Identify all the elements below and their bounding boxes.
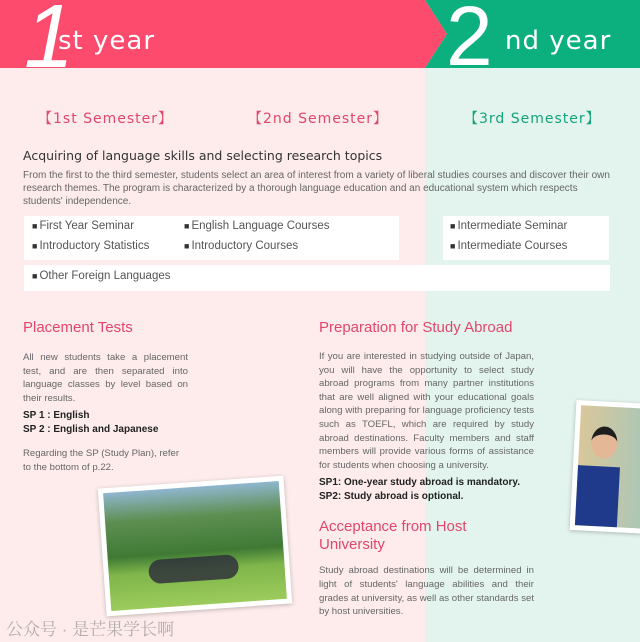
course-item: ■ Other Foreign Languages — [32, 270, 171, 282]
study-abroad-section — [319, 319, 534, 619]
acceptance-title: Acceptance from Host University — [319, 518, 467, 554]
placement-note: Regarding the SP (Study Plan), refer to the bottom of p.22. — [23, 448, 180, 473]
all-years-courses-box — [24, 265, 610, 291]
semester-3-heading: 【3rd Semester】 — [464, 111, 601, 127]
course-item: ■ Introductory Statistics — [32, 240, 149, 252]
students-on-lawn-photo — [98, 476, 292, 617]
semester-2-heading: 【2nd Semester】 — [248, 111, 389, 127]
placement-sp2: SP 2 : English and Japanese — [23, 424, 159, 436]
course-item: ■ Intermediate Seminar — [450, 220, 567, 232]
course-item: ■ Intermediate Courses — [450, 240, 567, 252]
course-item: ■ First Year Seminar — [32, 220, 134, 232]
study-abroad-text: If you are interested in studying outside of Japan, you will have the opportunity to select study abroad programs from many partner institutions that are well aligned with your educational goals along with preparing for language proficiency tests such as TOEFL, which are required by study abroad destinations. Faculty members and staff members will provide various forms of assistance for students when choosing a university. — [319, 351, 534, 471]
year1-courses-box — [24, 216, 399, 260]
placement-text: All new students take a placement test, and are then separated into language classes by level based on their results. — [23, 352, 188, 404]
year1-label: st year — [58, 26, 156, 56]
intro-title: Acquiring of language skills and selecting research topics — [23, 148, 383, 163]
course-boxes-row — [23, 216, 618, 260]
acceptance-text: Study abroad destinations will be determined in light of students' language abilities and their grades at university, as well as other standards set by host universities. — [319, 565, 534, 618]
placement-section — [23, 319, 188, 475]
student-portrait-photo — [570, 400, 640, 534]
year1-number: 1 — [24, 0, 75, 87]
study-abroad-sp1: SP1: One-year study abroad is mandatory. — [319, 477, 520, 489]
intro-section — [23, 148, 618, 291]
semester-1-heading: 【1st Semester】 — [38, 111, 174, 127]
placement-title: Placement Tests — [23, 319, 133, 336]
course-item: ■ English Language Courses — [184, 220, 330, 232]
study-abroad-sp2: SP2: Study abroad is optional. — [319, 491, 464, 503]
course-item: ■ Introductory Courses — [184, 240, 298, 252]
study-abroad-title: Preparation for Study Abroad — [319, 319, 513, 336]
placement-sp1: SP 1 : English — [23, 410, 90, 422]
year2-courses-box — [443, 216, 609, 260]
intro-text: From the first to the third semester, students select an area of interest from a variety of liberal studies courses and discover their own research themes. The program is characterized by a thorough language education and an educational system which respects students' independence. — [23, 170, 610, 207]
year2-label: nd year — [505, 26, 612, 56]
year2-number: 2 — [446, 0, 493, 83]
watermark: 公众号 · 是芒果学长啊 — [6, 620, 175, 639]
